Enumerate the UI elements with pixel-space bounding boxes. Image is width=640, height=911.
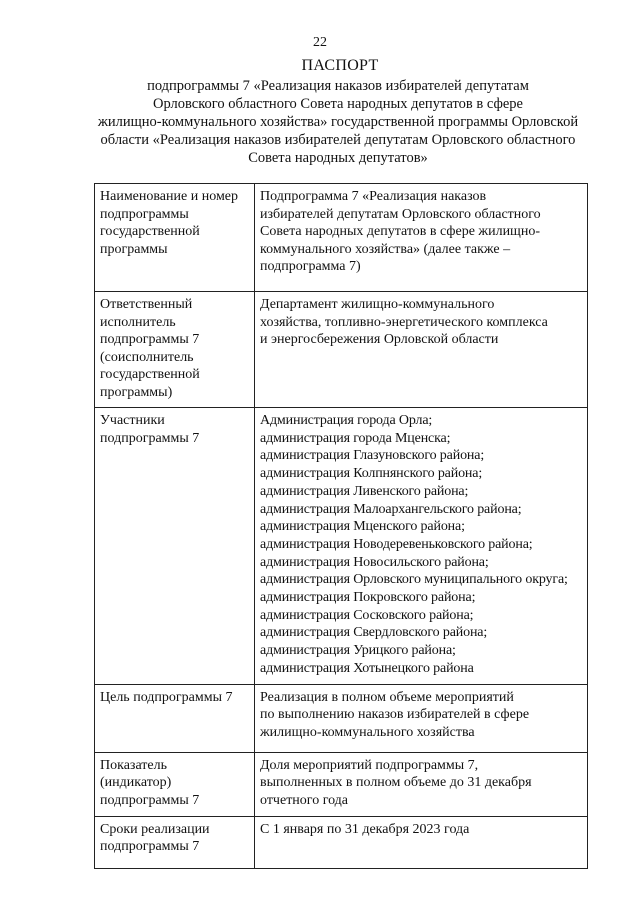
row-label-line: (индикатор) xyxy=(100,775,172,791)
list-item: администрация Новосильского района; xyxy=(260,554,489,570)
row-value-line: Совета народных депутатов в сфере жилищно- xyxy=(260,224,540,239)
row-value-line: отчетного года xyxy=(260,792,349,808)
row-value-line: избирателей депутатам Орловского областного xyxy=(260,206,541,222)
row-label-line: Участники xyxy=(100,413,165,428)
row-label-cell xyxy=(95,408,255,685)
list-item: администрация Глазуновского района; xyxy=(260,448,485,464)
row-label-line: государственной xyxy=(100,224,200,239)
list-item: администрация Орловского муниципального округа; xyxy=(260,572,568,588)
table-row-participants xyxy=(95,408,588,685)
row-label-cell xyxy=(95,684,255,752)
row-label-line: государственной xyxy=(100,367,200,382)
list-item: администрация города Мценска; xyxy=(260,430,451,446)
row-value-line: С 1 января по 31 декабря 2023 года xyxy=(260,821,470,837)
row-value-line: по выполнению наказов избирателей в сфере xyxy=(260,707,530,723)
list-item: администрация Малоархангельского района; xyxy=(260,501,522,517)
row-label-line: (соисполнитель xyxy=(100,349,194,365)
row-value-line: коммунального хозяйства» (далее также – xyxy=(260,241,511,257)
row-label-line: Показатель xyxy=(100,757,167,773)
row-value-line: жилищно-коммунального хозяйства xyxy=(260,724,475,740)
row-label-line: подпрограммы 7 xyxy=(100,332,200,347)
row-label-line: подпрограммы xyxy=(100,206,189,222)
row-value-line: Департамент жилищно-коммунального xyxy=(260,297,495,312)
document-title: ПАСПОРТ xyxy=(301,57,379,74)
row-label-line: подпрограммы 7 xyxy=(100,839,200,855)
row-value-line: Доля мероприятий подпрограммы 7, xyxy=(260,757,479,773)
row-value-cell xyxy=(255,292,588,408)
passport-table xyxy=(94,183,588,869)
table-row-name xyxy=(95,184,588,292)
list-item: администрация Хотынецкого района xyxy=(260,660,474,676)
row-value-cell xyxy=(255,684,588,752)
row-value-cell xyxy=(255,816,588,868)
list-item: администрация Колпнянского района; xyxy=(260,466,483,482)
table-row-executor xyxy=(95,292,588,408)
row-label-line: Наименование и номер xyxy=(100,189,239,204)
row-value-cell xyxy=(255,752,588,816)
list-item: Администрация города Орла; xyxy=(260,413,433,428)
subtitle-line: жилищно-коммунального хозяйства» государственной программы Орловской xyxy=(97,114,579,130)
subtitle-line: Совета народных депутатов» xyxy=(248,150,428,166)
subtitle-line: подпрограммы 7 «Реализация наказов избирателей депутатам xyxy=(147,78,529,94)
row-value-line: Подпрограмма 7 «Реализация наказов xyxy=(260,189,487,204)
participants-list xyxy=(255,408,588,685)
list-item: администрация Свердловского района; xyxy=(260,625,488,641)
row-value-line: Реализация в полном объеме мероприятий xyxy=(260,689,514,705)
row-label-cell xyxy=(95,752,255,816)
row-value-line: хозяйства, топливно-энергетического комплекса xyxy=(260,314,548,330)
row-value-line: и энергосбережения Орловской области xyxy=(260,332,499,347)
table-row-indicator xyxy=(95,752,588,816)
subtitle-line: Орловского областного Совета народных депутатов в сфере xyxy=(152,96,523,112)
row-label-line: Ответственный xyxy=(100,297,193,312)
row-label-line: подпрограммы 7 xyxy=(100,430,200,446)
row-label-cell xyxy=(95,292,255,408)
subtitle-line: области «Реализация наказов избирателей депутатам Орловского областного xyxy=(100,132,576,148)
row-label-cell xyxy=(95,184,255,292)
row-label-line: исполнитель xyxy=(100,314,176,330)
row-label-cell xyxy=(95,816,255,868)
page-number: 22 xyxy=(313,35,327,50)
row-value-line: подпрограмма 7) xyxy=(260,259,361,274)
row-label-line: Цель подпрограммы 7 xyxy=(100,689,233,705)
list-item: администрация Мценского района; xyxy=(260,519,465,535)
list-item: администрация Покровского района; xyxy=(260,590,476,606)
list-item: администрация Новодеревеньковского района; xyxy=(260,536,533,552)
document-subtitle xyxy=(78,77,598,167)
list-item: администрация Ливенского района; xyxy=(260,483,469,499)
row-label-line: Сроки реализации xyxy=(100,821,210,837)
table-row-timeframe xyxy=(95,816,588,868)
table-row-goal xyxy=(95,684,588,752)
list-item: администрация Сосковского района; xyxy=(260,607,474,623)
row-label-line: программы xyxy=(100,241,168,257)
list-item: администрация Урицкого района; xyxy=(260,643,456,659)
row-label-line: подпрограммы 7 xyxy=(100,792,200,808)
row-value-line: выполненных в полном объеме до 31 декабря xyxy=(260,775,532,791)
row-label-line: программы) xyxy=(100,384,173,400)
row-value-cell xyxy=(255,184,588,292)
